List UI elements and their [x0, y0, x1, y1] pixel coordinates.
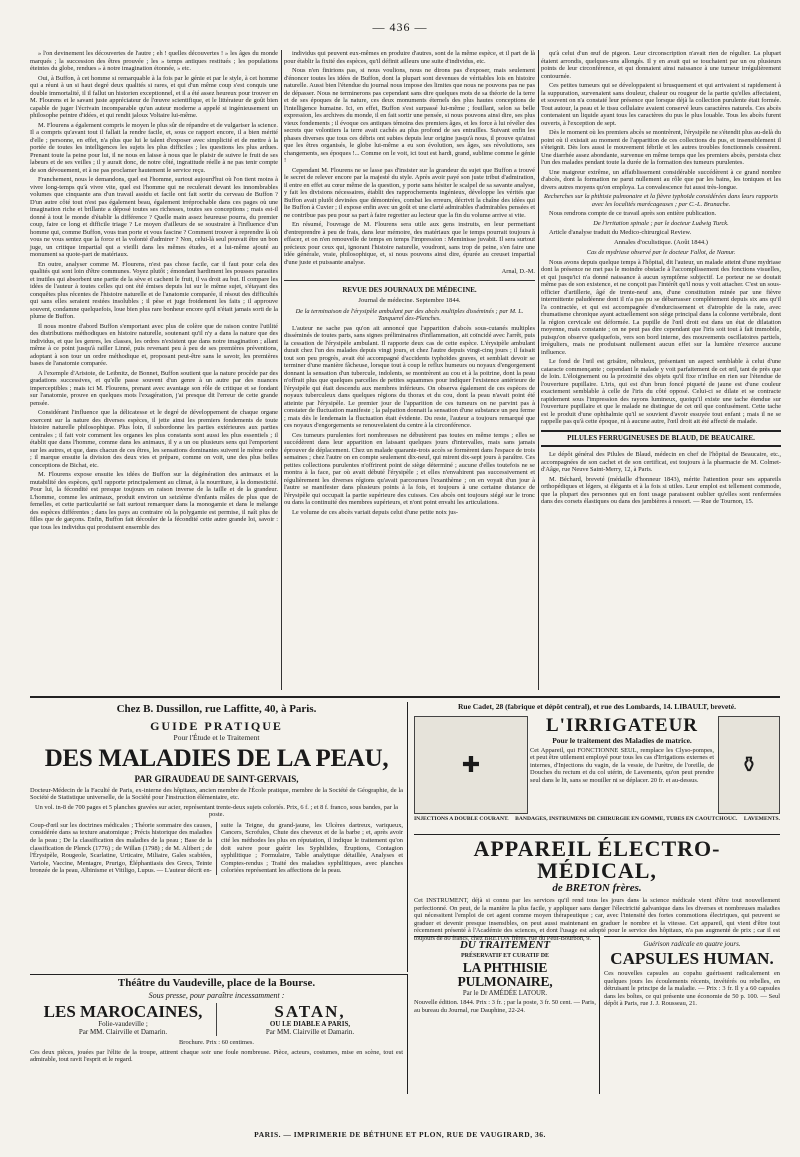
section-heading: REVUE DES JOURNAUX DE MÉDECINE.: [342, 285, 477, 294]
paragraph: En outre, analyser comme M. Flourens, n'est pas chose facile, car il faut pour cela des qualités qui sont loin d'être communes. Voyez plutôt ; émondant hardiment les pousses parasites et inutiles qui absorbent une partie de la sève et cachent le fruit, il va droit au but. Il compare les idées de l'auteur à toutes celles qui ont été émises depuis lui sur le même sujet, s'étayant des conquêtes plus récentes de l'histoire naturelle et de l'anatomie comparée, il résout des difficultés qui sans elles seraient restées insolubles ; il pèse et juge froidement les faits ; il approuve souvent, condamne quelquefois, loue bien plus rare bonheur encore qu'il n'était jamais sorti de la plume de Buffon.: [30, 260, 278, 320]
ad-title: APPAREIL ÉLECTRO-MÉDICAL,: [473, 836, 721, 883]
play-title: SATAN,: [274, 1002, 346, 1021]
ad-title: CAPSULES HUMAN.: [610, 949, 774, 968]
ad-guide-pratique: [30, 702, 408, 972]
ad-body: Coup-d'œil sur les doctrines médicales ; Théorie sommaire des causes, considérée dans sa texture anatomique ; Précis historique des maladies de la peau ; De la classification des maladies de la peau ; Base de la classification de Plenck (1776) ; de Willan (1798) ; de M. Alibert ; de l'Érysipèle, Rougeole, Scarlatine, Urticaire, Miliaire, Gales scabiées, Variole, Vaccine, Mentagre, Prurigo, Éléphantiasis des Grecs, Teinte bronzée de la peau, Albinisme et Vitiligo, Lupus. — L'auteur décrit en-: [30, 821, 212, 875]
ad-phthisie: [414, 936, 600, 1094]
paragraph: M. Flourens expose ensuite les idées de Buffon sur la dégénération des animaux et la mutabilité des espèces, qu'il rapporte principalement au climat, à la nourriture, à la domesticité. Pour lui, la fécondité est presque toujours en raison inverse de la taille et de la grandeur. L'homme, comme les animaux, produit environ un seizième d'enfants mâles de plus que de femelles, et cette particularité se fait surtout remarquer dans la monogamie et dans le mélange des espèces différentes ; dans les pays au contraire où la polygamie est permise, il naît plus de filles que de garçons. Enfin, Buffon fait découler de la fécondité cette autre grande loi, savoir : que tous les individus qui produisent ensemble des: [30, 471, 278, 531]
paragraph: Cependant M. Flourens ne se lasse pas d'insister sur la grandeur du sujet que Buffon a trouvé le secret de relever encore par la majesté du style. Après avoir payé son juste tribut d'admiration, il entre en effet au cœur même de la question, y porte sans hésiter le scalpel de sa savante analyse, y fait les divisions nécessaires, établit des rapprochements ingénieux, développe les vérités que Buffon avait plutôt devinées que démontrées, combat les erreurs, décrivit la chaîne des idées qui lie Buffon à Cuvier ; il expose enfin avec un goût et une clarté admirables d'admirables pensées et ne contribue pas peu pour sa part à faire regretter au lecteur que la fin du volume arrive si vite.: [284, 166, 535, 219]
column-divider: [538, 50, 539, 690]
column-1: [30, 50, 278, 690]
ad-subtitle: Sous presse, pour paraître incessamment :: [148, 991, 285, 1000]
paragraph: Nous avons depuis quelque temps à l'hôpital, dit l'auteur, un malade atteint d'une mydriase dont la présence ne met pas le moindre obstacle à l'accomplissement des fonctions visuelles, et qui jusqu'ici n'a donné naissance à aucun symptôme subjectif. Le porteur ne se doutait même pas de son existence, et ne conçoit pas l'intérêt qu'il nous y voit attacher. C'est un sous-officier d'artillerie, âgé de trente-neuf ans, d'une constitution minée par une fièvre intermittente paludéenne dont il n'a pas pu se débarrasser complètement depuis six ans qu'il l'a contractée, et qui est accompagnée d'endurcissement et d'atrophie de la rate, avec rhumatisme chronique ayant actuellement son siège principal dans la colonne vertébrale, dont la région cervicale est déformée. La pupille de l'œil droit est dans un état de dilatation moyenne, mais constante ; on ne peut pas dire cependant que l'iris soit tout à fait immobile, puisqu'on observe quelquefois, vers son bord interne, des mouvements oscillatoires partiels, irréguliers, mais ne produisant nullement aucun effet sur la lumière n'exerce aucune influence.: [541, 258, 781, 356]
paragraph: » l'on devinement les découvertes de l'autre ; eh ! quelles découvertes ! » les âges du monde marqués ; la succession des êtres prouvée ; les » temps antiques restitués ; les populations éteintes du globe, rendues » à notre imagination étonnée, » etc.: [30, 50, 278, 72]
ad-title: GUIDE PRATIQUE: [150, 719, 283, 733]
ad-capsules-human: [604, 936, 780, 1094]
ad-body: Ces deux pièces, jouées par l'élite de la troupe, attirent chaque soir une foule nombreuse. Pièce, acteurs, costumes, mise en scène, tout est admirable, tout ravit l'esprit et le regard.: [30, 1048, 403, 1064]
ad-subtitle: Pour le traitement des Maladies de matrice.: [552, 736, 692, 745]
review-note: Nous rendrons compte de ce travail après son entière publication.: [549, 210, 717, 217]
ad-title: L'IRRIGATEUR: [545, 715, 699, 736]
page-number: — 436 —: [372, 20, 428, 34]
paragraph: Ces tumeurs purulentes fort nombreuses ne débutèrent pas toutes en même temps ; elles se succédèrent dans leur apparition en laissant quelques jours d'intervalles, mais sans jamais éprouver de déplacement. Chez un malade quarante-trois accès se formèrent dans l'espace de trois semaines ; chez l'autre on en compte seulement dix-neuf, qui mirent dix-sept jours à paraître. Ces petites collections purulentes n'offrirent point de siège déterminé ; aucune d'elles toutefois ne se montra à la face, par où avait débuté l'érysipèle ; et elles n'envahirent pas successivement et régulièrement les diverses régions qu'avait parcourues l'exanthème ; on en voyait d'un jour à l'autre se manifester dans plusieurs points à la fois, et toujours à une certaine distance de l'érysipèle qui occupait la partie supérieure des cuisses. Ces abcès ont toujours siégé sur le tronc ou dans la continuité des membres supérieurs, et n'ont point envahi les articulations.: [284, 431, 535, 506]
pump-illustration-icon: ⚱: [718, 716, 780, 814]
ad-price: Brochure. Prix : 60 centimes.: [179, 1039, 254, 1046]
journal-name: Journal de médecine. Septembre 1844.: [358, 297, 461, 304]
journal-name: Annales d'oculistique. (Août 1844.): [613, 238, 709, 246]
paragraph: M. Flourens a également compris le moyen le plus sûr de répandre et de vulgariser la science. Il a compris qu'avant tout il fallait la rendre facile, et, sous ce rapport encore, il a bien mérité d'elle ; personne, en effet, n'a plus que lui le talent d'exposer avec simplicité et de mettre à la portée de toutes les intelligences les sujets les plus difficiles ; les questions les plus ardues. Prenant toute la peine pour lui, il ne nous en laisse à nous que le plaisir de suivre le fruit de ses labeurs et de ses veilles ; il y aurait donc, de notre côté, ingratitude réelle à ne pas tenir compte de son dévouement, et à ne pas proclamer hautement le service reçu.: [30, 121, 278, 174]
paragraph: En résumé, l'ouvrage de M. Flourens sera utile aux gens instruits, en leur permettant d'entreprendre à peu de frais, dans leur mémoire, des matériaux que le temps pourrait toujours à effacer, et on n'en renouvelle de temps en temps l'impression : Meminisse juvabit. Il sera surtout précieux pour ceux qui, ignorant l'histoire naturelle, voudront, sans trop de peine, s'en faire une idée générale, vraie, philosophique, et, si nous pouvons ainsi dire, épurée au creuset impartial d'une juste et puissante analyse.: [284, 221, 535, 266]
column-divider: [281, 50, 282, 690]
caption: INJECTIONS A DOUBLE COURANT.: [414, 816, 509, 822]
ad-main-title: DES MALADIES DE LA PEAU,: [44, 744, 389, 772]
caption: BANDAGES, INSTRUMENS DE CHIRURGIE EN GOMME, TUBES EN CAOUTCHOUC.: [515, 816, 738, 822]
review-note: Article d'analyse traduit du Medico-chirurgical Review.: [549, 229, 692, 236]
notice-box: [541, 430, 781, 448]
ad-body: Cet INSTRUMENT, déjà si connu par les services qu'il rend tous les jours dans la science médicale vient d'être tout nouvellement perfectionné. On peut, de la manière la plus facile, y appliquer sans danger l'électricité galvanique dans les diverses et nombreuses maladies qui nécessitent l'emploi de cet agent comme moyen thérapeutique ; car, avec l'intensité des fortes commotions électriques, qui peuvent se graduer et devenir presque insensibles, on peut aussi maintenant en graduer le nombre et la vitesse. Cet appareil, qui vient d'être tout récemment présenté à l'Académie des sciences, et dont l'usage est adopté pour le service des hôpitaux, n'a pas augmenté de prix ; car il est toujours de 80 francs, chez BRETON frères, rue du Petit-Bourbon, 9.: [414, 897, 780, 942]
paragraph: L'auteur ne sache pas qu'on ait annoncé que l'apparition d'abcès sous-cutanés multiples disséminés de toutes parts, sans signes préliminaires d'inflammation, ait coïncidé avec l'arrêt, puis la cessation de l'érysipèle ambulant. Il rapporte deux cas de cette espèce. L'érysipèle ambulant durait chez l'un des malades depuis vingt jours, et chez l'autre depuis vingt-cinq jours ; il faisait tout son peu progrès, avait été accompagné d'accidents typhoïdes graves, et semblait devoir se terminer d'une manière fâcheuse, lorsque tout à coup le reflux humeurs ou noyaux d'engorgement donnant la sensation d'un tubercule, indolents, se montrèrent au cou et à la poitrine, dont la peau n'offrait plus que quelques parcelles de petites squammes pour indiquer l'existence antérieure de l'érysipèle qui était descendu aux membres inférieurs. On observa également de ces espèces de noyaux tuberculeux dans quelques régions du thorax et du cou, dont la peau n'avait point été atteinte par l'érysipèle. Le premier jour de l'apparition de ces tumeurs on ne parvint pas à constater de fluctuation manifeste ; la palpation donnait la sensation d'une substance un peu ferme ; mais dès le lendemain la fluctuation était évidente. Du reste, l'auteur a toujours remarqué que ces noyaux d'engorgements se renouvelaient du centre à la circonférence.: [284, 324, 535, 429]
paragraph: Le dépôt général des Pilules de Blaud, médecin en chef de l'hôpital de Beaucaire, etc., accompagnées de son cachet et de son certificat, est toujours à la pharmacie de M. Colmet-d'Aâge, rue Neuve Saint-Merry, 12, à Paris.: [541, 451, 781, 473]
ad-header: Guérison radicale en quatre jours.: [643, 940, 741, 948]
paragraph: M. Béchard, breveté (médaille d'honneur 1843), mérite l'attention pour ses appareils orthopédiques et légers, si élégants et à la fois si utiles. Leur emploi est tellement commode, que la plupart des personnes qui en font usage paraissent oublier qu'elles sont renfermées dans des corsets élastiques ou dans des jambières à ressort. — Rue de Tournon, 15.: [541, 475, 781, 505]
paragraph: Dès le moment où les premiers abcès se montrèrent, l'érysipèle ne s'étendit plus au-delà du point où il existait au moment de l'apparition de ces collections du pus, et insensiblement il s'éteignit. Dès lors aussi le mouvement fébrile et les autres troubles fonctionnels cessèrent. Une diarrhée assez abondante, survenue en même temps que les premiers abcès, persista chez l'un des malades pendant toute la durée de la formation des tumeurs purulentes.: [541, 129, 781, 166]
ad-header: Théâtre du Vaudeville, place de la Bourse.: [117, 977, 316, 989]
review-title: De l'irritation spinale ; par le docteur Ludwig Turck.: [593, 219, 729, 227]
paragraph: Le fond de l'œil est grisâtre, nébuleux, présentant un aspect semblable à celui d'une cataracte commençante ; cependant le malade y voit parfaitement de cet œil, tant de près que de loin. L'éloignement ou la proximité des objets qu'il fixe n'influe en rien sur l'étendue de l'ouverture pupillaire. L'iris, qui est d'un brun foncé piqueté de jaune est d'une couleur exactement semblable à celle de l'iris du côté opposé. Celui-ci se dilate et se contracte rapidement sous l'impression des rayons lumineux, quoiqu'il existe une tache étendue sur l'ouverture pupillaire et que le malade ne distingue de cet œil que confusément. Cette tache est le produit d'une ophthalmie qu'il se souvient d'avoir essuyée tout enfant ; mais il ne se rappelle pas qu'à cette époque, ni à aucune autre, l'œil droit ait été affecté de malade.: [541, 358, 781, 425]
play-subtitle: Folie-vaudeville ;: [98, 1020, 148, 1028]
paragraph: Nous n'en finirions pas, si nous voulions, nous ne dirons pas d'exposer, mais seulement d'énoncer toutes les idées de Buffon, dont la plupart sont devenues de véritables lois en histoire naturelle. Aussi bien l'étendue du journal nous impose des limites que nous ne pouvons pas ne pas de dépasser. Nous ne terminerons pas cependant sans dire quelques mots de sa théorie de la terre et de ses époques de la nature, ces deux monuments éternels des plus hautes conceptions de l'intelligence humaine. Ici, en effet, Buffon s'est surpassé lui-même ; fouillant, selon sa belle expression, les archives du monde, il en fait sortir une pensée, si nous pouvons ainsi dire, ses plus vieux fondements ; il évoque ces antiques témoins des premiers âges, et les force à lui révéler des secrets que volontiers la terre avait cachés au plus profond de ses entrailles. Suivant enfin les phases diverses que tous ces débris ont subies depuis leur origine jusqu'à nous, il prouve qu'ainsi que les êtres organisés, le globe lui-même a eu son évolution, ses âges, ses révolutions, ses changements, ses époques !... Comme on le voit, ici tout est hardi, grand, sublime comme le génie !: [284, 67, 535, 164]
syringe-illustration-icon: ✚: [414, 716, 528, 814]
ad-author: PAR GIRAUDEAU DE SAINT-GERVAIS,: [134, 773, 299, 784]
signature: Arnal, D.-M.: [501, 268, 535, 275]
ad-subtitle: de BRETON frères.: [552, 882, 642, 894]
paragraph: A l'exemple d'Aristote, de Leibnitz, de Bonnet, Buffon soutient que la nature procède par des gradations successives, et qu'elle passe souvent d'un genre à un autre par des nuances imperceptibles ; mais ici M. Flourens, prenant avec avantage son rôle de critique et se fondant sur l'anatomie, prouve en quelques mots l'exagération, j'ai presque dit l'erreur de cette grande pensée.: [30, 369, 278, 407]
paragraph: Oui, à Buffon, à cet homme si remarquable à la fois par le génie et par le style, à cet homme qui a réuni à un si haut degré deux qualités si rares, et qui d'un même coup s'est conquis une double immortalité, il il fallut un historien exceptionnel, et il a été assez heureux pour trouver en M. Flourens et le savant juste appréciateur de l'œuvre scientifique, et le littérateur de goût bien capable de juger l'écrivain incomparable qu'un auteur moderne a appelé si ingénieusement un philosophe peintre d'idées, et qui rendit jaloux Voltaire lui-même.: [30, 74, 278, 119]
ad-body: Cet Appareil, qui FONCTIONNE SEUL, remplace les Clyso-pompes, et peut être utilement employé pour tous les cas d'Irrigations externes et internes, d'Injections du vagin, de la vessie, de l'urètre, de l'oreille, de Douches du rectum et du col utérin, de Lavements, qu'on peut prendre seul dans le lit, sans se mouiller ni se déplacer. 20 fr. et au-dessus.: [530, 746, 714, 784]
paragraph: individus qui peuvent eux-mêmes en produire d'autres, sont de la même espèce, et il part de là pour établir la fixité des espèces, qu'il définit ailleurs une suite d'individus, etc.: [284, 50, 535, 65]
paragraph: Franchement, nous le demandons, quel est l'homme, surtout aujourd'hui où l'on tient moins à vivre long-temps qu'à vivre vite, quel est l'homme qui ne reculerait devant les innombrables volumes que cinquante ans d'un travail assidu et facile ont fait sortir du cerveau de Buffon ? D'un autre côté tout n'est pas également beau, également irréprochable dans ces pages où une imagination riche et brillante a déposé toutes ses richesses, toutes ses conceptions ; mais est-il donné à tout le monde d'établir la différence ? Quelle main assez heureuse pourra, du premier coup, faire ce long et difficile triage ? Le moyen d'ailleurs de se soustraire à l'influence d'un homme qui, comme Buffon, vous tran porte et vous fascine ? Comment trouver à reprendre là où vous ne vous sentez que la force et la volonté d'admirer ? Non, celui-là seul pouvait être un bon juge, un critique impartial qui a vieilli dans les mêmes études, et a lui-même ajouté au monument sa quote-part de matériaux.: [30, 176, 278, 258]
ad-vaudeville: [30, 974, 408, 1094]
ad-subtitle: Pour l'Étude et le Traitement: [173, 733, 260, 742]
paragraph: Ces petites tumeurs qui se développaient si brusquement et qui arrivaient si rapidement à la suppuration, survenaient sans douleur, chaleur ou rougeur de la partie qu'elles affectaient, et souvent on n'a constaté leur présence que lorsque déjà la collection purulente était formée. Tout autour, la peau et le tissu cellulaire avaient conservé leurs caractères naturels. Ces abcès contenaient un liquide ayant tous les caractères du pus le plus louable. Tous les abcès furent ouverts, à l'exception de sept.: [541, 82, 781, 127]
article-title: Cas de mydriase observé par le docteur Fallot, de Namur.: [586, 249, 736, 256]
ad-irrigateur: [414, 702, 780, 832]
section-rule: [284, 280, 535, 281]
paragraph: qu'à celui d'un œuf de pigeon. Leur circonscription n'avait rien de régulier. La plupart étaient arrondis, quelques-uns allongés. Il y en avait qui se touchaient par un ou plusieurs points de leur circonférence, et qui donnaient ainsi naissance à une tumeur irrégulièrement contournée.: [541, 50, 781, 80]
ad-subtitle: PRÉSERVATIF ET CURATIF DE: [460, 953, 550, 959]
play-authors: Par MM. Clairville et Damarin.: [78, 1028, 168, 1036]
ad-price: Un vol. in-8 de 700 pages et 5 planches gravées sur acier, représentant trente-deux sujets coloriés. Prix, 6 f. ; et 8 f. franco, sous bandes, par la poste.: [34, 803, 398, 819]
ad-header: DU TRAITEMENT: [459, 939, 551, 951]
ad-body: Ces nouvelles capsules au copahu guérissent radicalement en quelques jours les écoulements récents, invétérés ou rebelles, en détruisant le principe de la maladie. — Prix : 3 fr. Il y a 60 capsules dans les boîtes, ce qui présente une économie de 50 p. 100. — Seul dépôt à Paris, rue J. J. Rousseau, 21.: [604, 970, 780, 1008]
ad-electro-medical: [414, 834, 780, 942]
play-title: LES MAROCAINES,: [43, 1002, 203, 1021]
play-subtitle: OU LE DIABLE A PARIS,: [269, 1020, 351, 1028]
notice-heading: PILULES FERRUGINEUSES DE BLAUD, DE BEAUCAIRE.: [567, 433, 755, 442]
caption: LAVEMENTS.: [743, 816, 780, 822]
advertisements-section: [30, 696, 780, 1118]
ad-body: Nouvelle édition. 1844. Prix : 3 fr. ; par la poste, 3 fr. 50 cent. — Paris, au bureau du Journal, rue Dauphine, 22-24.: [414, 999, 596, 1014]
ad-body: suite la Teigne, du grand-jaune, les Ulcères dartreux, variqueux, Cancers, Scrofules, Chute des cheveux et de la barbe ; et, après avoir cité les méthodes les plus en réputation, il indique le traitement qu'on doit suivre pour guérir les Syphilides, Éruptions, Contagion syphilitique ; Formulaire, Table analytique détaillée, Analyses et Comptes-rendus ; Traité des maladies syphilitiques, avec planches coloriées représentant les affections de la peau.: [216, 822, 403, 875]
ad-header: Rue Cadet, 28 (fabrique et dépôt central), et rue des Lombards, 14. LIBAULT, breveté.: [458, 702, 736, 711]
ad-header: Chez B. Dussillon, rue Laffitte, 40, à Paris.: [116, 703, 317, 715]
play-authors: Par MM. Clairville et Damarin.: [265, 1028, 355, 1036]
review-title: Recherches sur la phthisie pulmonaire et la fièvre typhoïde considérées dans leurs rapports avec les localités marécageuses ; par C.-L. Brunache.: [544, 193, 778, 208]
column-3: [541, 50, 781, 690]
ad-main-title: LA PHTHISIE PULMONAIRE,: [457, 960, 553, 989]
ad-description: Docteur-Médecin de la Faculté de Paris, ex-interne des hôpitaux, ancien membre de l'École pratique, membre de la Société de Géographie, de la Société de Statistique universelle, de la Société pour l'instruction élémentaire, etc.: [30, 786, 403, 802]
paragraph: Il nous montre d'abord Buffon s'emportant avec plus de colère que de raison contre l'utilité des distributions méthodiques en histoire naturelle, soutenant qu'il n'y a dans la nature que des individus, et que les genres, les classes, les ordres n'existent que dans notre imagination ; allant même à ce point jusqu'à railler Linné, puis revenant peu à peu de ses premières préventions, adoptant à son tour un ordre méthodique et, proposant peut-être sans le savoir, les premières bases de l'anatomie comparée.: [30, 322, 278, 367]
article-title: De la terminaison de l'érysipèle ambulant par des abcès multiples disséminés ; par M. L. Tanquerel des-Planches.: [295, 307, 524, 322]
printer-footer: PARIS. — IMPRIMERIE DE BÉTHUNE ET PLON, RUE DE VAUGIRARD, 36.: [254, 1130, 546, 1139]
paragraph: Considérant l'influence que la délicatesse et le degré de développement de chaque organe exercent sur la nature des diverses espèces, il jette ainsi les premiers fondements de toute histoire naturelle philosophique. Plus loin, il subordonne les parties extérieures aux parties centrales ; il fait voir comment les organes les plus constants sont aussi les plus essentiels ; il établit que dans l'homme, comme dans les animaux, il y a un ou plusieurs sens qui l'emportent sur les autres, et que, dans chacun de ces êtres, les sensations dominantes suivent le même ordre ; il marque ensuite la division des deux vies et prépare, comme on voit, une des plus belles conceptions de Bichat, etc.: [30, 409, 278, 469]
ad-author: Par le Dr AMÉDÉE LATOUR.: [462, 990, 548, 997]
paragraph: Une maigreur extrême, un affaiblissement considérable succédèrent à ce grand nombre d'abcès, dont la formation ne parut nullement au rôle que par les bains, les toniques et les divers autres moyens qu'on employa. La convalescence fut aussi très-longue.: [541, 168, 781, 191]
paragraph: Le volume de ces abcès variait depuis celui d'une petite noix jus-: [292, 508, 459, 516]
column-2: [284, 50, 535, 690]
